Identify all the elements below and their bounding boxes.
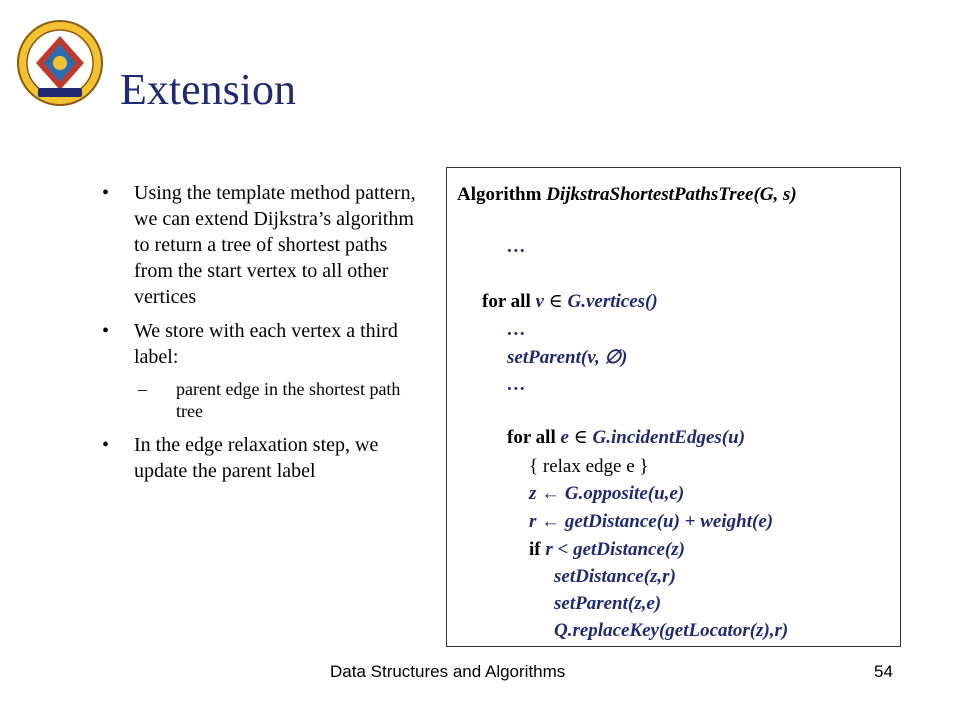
- sub-bullet-item: [134, 378, 430, 422]
- ellipsis-line: …: [507, 319, 526, 340]
- institute-logo: [14, 18, 106, 108]
- replace-key-line: Q.replaceKey(getLocator(z),r): [554, 620, 789, 641]
- bullet-marker: •: [102, 320, 110, 342]
- bullet-item: [100, 318, 430, 370]
- sub-bullet-marker: –: [138, 379, 147, 399]
- set-parent-line: setParent(z,e): [554, 593, 662, 614]
- set-distance-line: setDistance(z,r): [554, 566, 676, 587]
- ellipsis-line: …: [507, 236, 526, 257]
- bullet-list: [100, 180, 430, 492]
- algorithm-box: [446, 167, 901, 647]
- for-vertices-line: for all v ∈ G.vertices(): [482, 291, 658, 312]
- r-assign-line: r ← getDistance(u) + weight(e): [529, 511, 774, 532]
- bullet-item: [100, 432, 430, 484]
- sub-bullet-text: parent edge in the shortest path tree: [176, 379, 401, 421]
- if-line: if r < getDistance(z): [529, 539, 685, 560]
- bullet-marker: •: [102, 434, 110, 456]
- algorithm-header: Algorithm DijkstraShortestPathsTree(G, s): [457, 184, 797, 205]
- footer-course: Data Structures and Algorithms: [330, 662, 566, 681]
- footer-page-number: 54: [874, 662, 893, 681]
- bullet-text: In the edge relaxation step, we update the parent label: [134, 434, 379, 482]
- slide-title: Extension: [120, 65, 296, 114]
- ellipsis-line: …: [507, 374, 526, 395]
- bullet-item: [100, 180, 430, 310]
- set-parent-null-line: setParent(v, ∅): [507, 347, 628, 368]
- for-edges-line: for all e ∈ G.incidentEdges(u): [507, 427, 746, 448]
- bullet-text: We store with each vertex a third label:: [134, 320, 398, 368]
- relax-comment-line: { relax edge e }: [529, 456, 649, 477]
- z-assign-line: z ← G.opposite(u,e): [529, 483, 685, 504]
- bullet-text: Using the template method pattern, we can extend Dijkstra’s algorithm to return a tree of shortest paths from the start vertex to all other vertices: [134, 182, 416, 308]
- bullet-marker: •: [102, 182, 110, 204]
